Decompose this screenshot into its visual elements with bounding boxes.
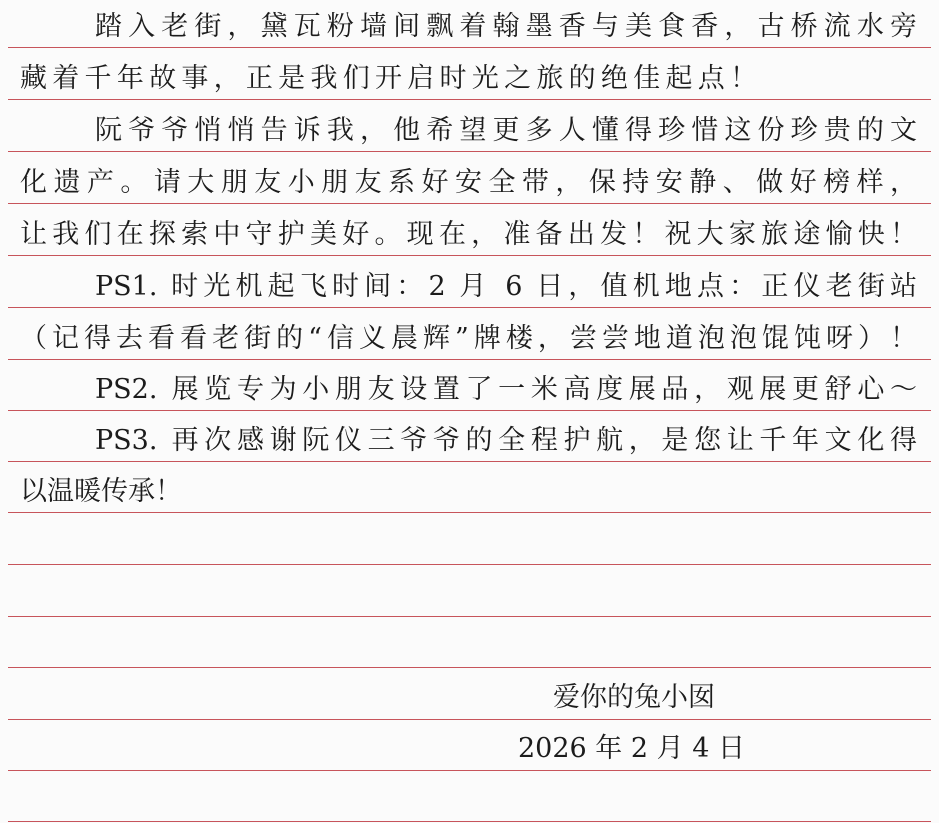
letter-line-4: 化遗产。请大朋友小朋友系好安全带，保持安静、做好榜样， <box>20 167 917 198</box>
ruled-line <box>8 564 931 565</box>
letter-line-5: 让我们在探索中守护美好。现在，准备出发！祝大家旅途愉快！ <box>20 219 917 250</box>
letter-line-2: 藏着千年故事，正是我们开启时光之旅的绝佳起点！ <box>20 63 757 94</box>
letter-date: 2026 年 2 月 4 日 <box>518 733 745 764</box>
signature: 爱你的兔小囡 <box>553 682 715 713</box>
ruled-line <box>8 719 931 720</box>
letter-line-10: 以温暖传承！ <box>20 476 182 507</box>
ruled-line <box>8 616 931 617</box>
letter-line-1: 踏入老街，黛瓦粉墙间飘着翰墨香与美食香，古桥流水旁 <box>95 11 917 42</box>
letter-line-9: PS3. 再次感谢阮仪三爷爷的全程护航，是您让千年文化得 <box>95 425 917 456</box>
letter-line-7: （记得去看看老街的“信义晨辉”牌楼，尝尝地道泡泡馄饨呀）！ <box>20 323 917 354</box>
ruled-line <box>8 770 931 771</box>
ruled-line <box>8 667 931 668</box>
letter-line-3: 阮爷爷悄悄告诉我，他希望更多人懂得珍惜这份珍贵的文 <box>95 115 917 146</box>
ruled-line <box>8 821 931 822</box>
letter-line-8: PS2. 展览专为小朋友设置了一米高度展品，观展更舒心～ <box>95 374 917 405</box>
letter-line-6: PS1. 时光机起飞时间：2 月 6 日，值机地点：正仪老街站 <box>95 271 917 302</box>
